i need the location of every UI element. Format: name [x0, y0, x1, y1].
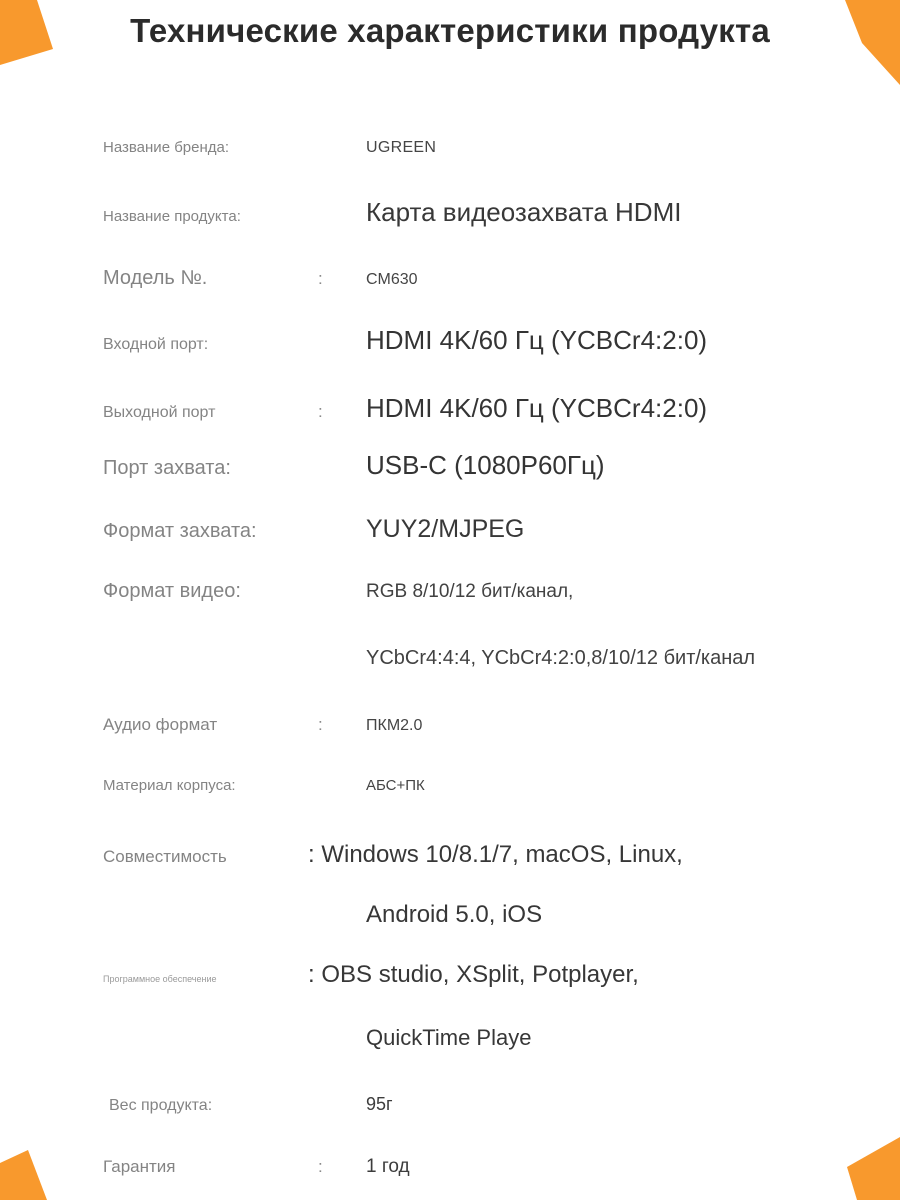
spec-value-line: RGB 8/10/12 бит/канал, — [366, 581, 574, 602]
spec-row — [103, 450, 870, 481]
spec-row — [103, 139, 870, 157]
spec-label: Порт захвата: — [103, 457, 231, 479]
spec-row — [103, 515, 870, 544]
spec-value — [308, 841, 870, 929]
spec-value-line: Android 5.0, iOS — [366, 901, 543, 928]
spec-value — [366, 581, 870, 670]
spec-value-line: USB-C (1080P60Гц) — [366, 450, 605, 480]
spec-value-line: : OBS studio, XSplit, Potplayer, — [308, 961, 639, 988]
spec-value-line: ПКМ2.0 — [366, 717, 423, 734]
spec-value — [366, 450, 870, 481]
spec-colon: : — [318, 1157, 323, 1176]
spec-value — [366, 197, 870, 228]
spec-value — [366, 325, 870, 356]
spec-value-line: HDMI 4K/60 Гц (YCBCr4:2:0) — [366, 325, 708, 355]
spec-row — [103, 1094, 870, 1115]
spec-label: Выходной порт — [103, 404, 216, 421]
spec-value-line: CM630 — [366, 271, 418, 288]
spec-value-line: UGREEN — [366, 139, 437, 156]
spec-value — [366, 271, 870, 289]
spec-row — [103, 961, 870, 1051]
spec-value — [366, 515, 870, 544]
spec-value — [366, 777, 870, 794]
spec-label: Формат захвата: — [103, 520, 257, 542]
spec-row — [103, 777, 870, 794]
spec-value-line: HDMI 4K/60 Гц (YCBCr4:2:0) — [366, 393, 708, 423]
spec-label: Аудио формат — [103, 715, 218, 734]
spec-value — [366, 1156, 870, 1178]
spec-label: Модель №. — [103, 267, 208, 289]
spec-value-line: 95г — [366, 1094, 393, 1114]
spec-value-line: : Windows 10/8.1/7, macOS, Linux, — [308, 841, 683, 868]
spec-value — [366, 717, 870, 735]
spec-row — [103, 325, 870, 356]
spec-value-line: АБС+ПК — [366, 777, 425, 794]
spec-value — [366, 139, 870, 157]
spec-value — [366, 393, 870, 424]
spec-label: Гарантия — [103, 1157, 176, 1176]
spec-label: Название продукта: — [103, 208, 241, 225]
spec-colon: : — [318, 269, 323, 288]
spec-row — [103, 580, 870, 670]
spec-label: Совместимость — [103, 847, 227, 866]
spec-label: Вес продукта: — [109, 1097, 213, 1114]
spec-value-line: 1 год — [366, 1156, 410, 1177]
spec-row — [103, 715, 870, 735]
spec-label: Название бренда: — [103, 139, 230, 156]
spec-value — [366, 1094, 870, 1115]
spec-row — [103, 1156, 870, 1178]
spec-label: Формат видео: — [103, 580, 241, 602]
spec-row — [103, 197, 870, 228]
spec-colon: : — [318, 402, 323, 421]
spec-label: Входной порт: — [103, 336, 209, 353]
spec-value-line: YUY2/MJPEG — [366, 515, 525, 543]
spec-row — [103, 267, 870, 290]
spec-colon: : — [318, 715, 323, 734]
spec-value-line: QuickTime Playe — [366, 1025, 532, 1050]
spec-row — [103, 393, 870, 424]
spec-label: Программное обеспечение — [103, 974, 217, 984]
spec-value — [308, 961, 870, 1051]
spec-value-line: YCbCr4:4:4, YCbCr4:2:0,8/10/12 бит/канал — [366, 647, 756, 669]
page-title: Технические характеристики продукта — [130, 12, 770, 49]
spec-value-line: Карта видеозахвата HDMI — [366, 197, 682, 227]
spec-row — [103, 841, 870, 929]
spec-label: Материал корпуса: — [103, 777, 236, 794]
